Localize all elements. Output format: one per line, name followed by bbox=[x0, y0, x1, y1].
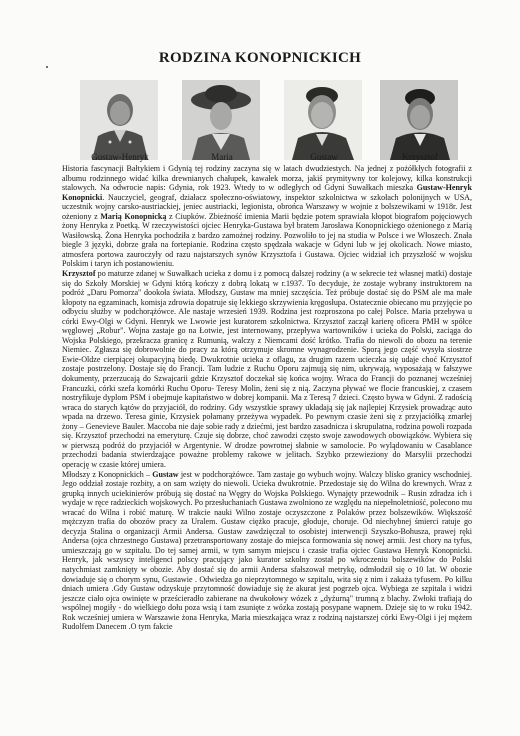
paragraph-krzysztof bbox=[62, 269, 472, 469]
text-run: Historia fascynacji Bałtykiem i Gdynią tej rodziny zaczyna się w latach dwudziestych. Na jednej z pożółkłych fotografii z albumu rodzinnego widać kilka drewnianych chałupek, kawałek morza, jakiś prymitywny tor kolejowy, kilka konstrukcji stalowych. Na odwrocie napis: Gdynia, rok 1923. Wtedy to w odległych od Gdyni Suwałkach mieszka bbox=[62, 164, 472, 193]
text-run: jest w podchorążówce. Tam zastaje go wybuch wojny. Walczy blisko granicy wschodniej. Jego oddział zostaje rozbity, a on sam wzięty do niewoli. Ucieka dwukrotnie. Przedostaje się do Wilna do krewnych. Wraz z grupką innych uciekinierów próbują się dostać na Węgry do Wojska Polskiego. Wynajęty przewodnik – Rusin zdradza ich i wydaje w ręce radzieckich wojskowych. Po przesłuchaniach Gustawa zwolniono ze względu na niepełnoletniość, polecono mu wracać do Wilna i robić maturę. W trakcie nauki Wilno zostaje oczyszczone z Polaków przez bolszewików. Większość mężczyzn trafia do obozów pracy za Uralem. Gustaw ciężko pracuje, głoduje, choruje. Od niechybnej śmierci ratuje go decyzja Stalina o organizacji Armii Andersa. Gustaw zawdzięczał to osobistej interwencji Szyszko-Bohusza, prawej ręki Andersa (ojca chrzestnego Gustawa) przetransportowany zostaje do miejsca formowania się nowej armii. Jest chory na tyfus, umieszczają go w szpitalu. Do tej samej armii, w tym samym miejscu i czasie trafia ojciec Gustawa Henryk Konopnicki. Henryk, jak wszyscy inteligenci polscy pracujący jako kurator szkolny został po wkroczeniu bolszewików do Polski natychmiast zamknięty w obozie. Aby dostać się do armii Andersa sfałszował metrykę, odmłodził się o 10 lat. W obozie dowiaduje się o chorym synu, Gustawie . Odwiedza go nieprzytomnego w szpitalu, wita się z nim i zakaża tyfusem. Po kilku dniach umiera .Gdy Gustaw odzyskuje przytomność dowiaduje się że akurat jest pogrzeb ojca. Wybiega ze szpitala i widzi jeszcze ciało ojca owinięte w prześcieradło zabierane na dwukołowy wózek z „dyżurną" trumną z blachy. Zwłoki trafiają do wspólnej mogiły - do wielkiego dołu poza wsią i tam zsunięte z wózka zostają posypane wapnem. Dzieje się to w roku 1942. Rok wcześniej umiera w Warszawie żona Henryka, Maria mieszkająca wraz z rodziną najstarszej córki Ewy-Olgi i jej mężem Rudolfem Danecem .O tym fakcie bbox=[62, 469, 472, 632]
bold-name-gustaw-henryk: Gustaw-Henryk Konopnicki bbox=[62, 183, 472, 202]
portrait-photo-uniform-icon bbox=[80, 80, 158, 160]
paragraph-intro bbox=[62, 164, 472, 269]
text-run: po maturze zdanej w Suwałkach ucieka z domu i z pomocą dalszej rodziny (a w sekrecie też własnej matki) dostaje się do Szkoły Morskiej w Gdyni którą kończy z dobrą lokatą w r.1937. To decyduje, że zostaje wybrany instruktorem na podróż „Daru Pomorza" dookoła świata. Młodszy, Gustaw ma mniej szczęścia. Też próbuje dostać się do PSM ale ma małe kłopoty na egzaminach, komisja zdrowia dopatruje się lekkiego skrzywienia kręgosłupa. Ostatecznie obiecano mu przyjęcie po odbyciu służby w podchorążówce. Ale nastaje wrzesień 1939. Rodzina jest rozproszona po całej Polsce. Maria przebywa u córki Ewy-Olgi w Gdyni. Henryk we Lwowie jest kuratorem szkolnictwa. Krzysztof zaczął karierę oficera PMH w spółce węglowej „Robur". Wojna zastaje go na Łotwie, jest internowany, przepływa wartowników i ucieka do Polski, zaciąga do Wojska Polskiego, przekracza granicę z Rumunią, walczy z Niemcami dość krótko. Trafia do niewoli do obozu na terenie Niemiec. Zgłasza się dobrowolnie do pracy za którą otrzymuje skromne wynagrodzenie. Sporą jego część wysyła siostrze Ewie-Oldze cierpiącej okupacyjną biedę. Dwukrotnie ucieka z oflagu, za drugim razem ucieczka się udaje choć Krzysztof zostaje postrzelony. Dostaje się do Francji. Tam ludzie z Ruchu Oporu zajmują się nim, ukrywają, wyposażają w fałszywe dokumenty, przerzucają do Szwajcarii gdzie Krzysztof doczekał się końca wojny. Wraca do Francji do poznanej wcześniej Francuzki, córki szefa komórki Ruchu Oporu- Teresy Molin, żeni się z nią. Zaczyna pływać we flocie francuskiej, z czasem nostryfikuje dyplom PSM i obejmuje kapitaństwo w dobrej kompanii. Ma z Teresą 7 dzieci. Często bywa w Gdyni. Z radością wraca do starych kątów do przyjaciół, do rodziny. Gdy wszystkie sprawy układają się jak najlepiej Krzysiek prowadząc auto wpada na drzewo. Teresa ginie, Krzysiek połamany przeżywa wypadek. Po pewnym czasie żeni się z przyjaciółką zmarłej żony – Genevieve Bauler. Maccoba nie daje sobie rady z dziećmi, jest bardzo zasadnicza i skrupulatna, rodzina powoli rozpada się. Krzysztof przechodzi na emeryturę. Czuje się dobrze, choć zawodzi często swoje zawodowych obowiązków. Wybiera się w pierwszą podróż do przyjaciół w Argentynie. W drodze powrotnej słabnie w samolocie. Po wylądowaniu w Casablance przechodzi badania stwierdzające poważne problemy rakowe w jelitach. Szybko przewieziony do Marsylii przechodzi operację w czasie której umiera. bbox=[62, 269, 473, 469]
photo-maria bbox=[182, 80, 260, 160]
photo-gustaw bbox=[284, 80, 362, 160]
paragraph-gustaw bbox=[62, 470, 472, 632]
caption-krzysztof: Krzysztof bbox=[402, 152, 438, 162]
page-title: RODZINA KONOPNICKICH bbox=[158, 50, 362, 66]
caption-gustaw: Gustaw bbox=[310, 152, 338, 162]
portrait-photo-woman-hat-icon bbox=[182, 80, 260, 160]
photo-gustaw-henryk bbox=[80, 80, 158, 160]
scan-speck bbox=[46, 66, 48, 68]
text-run: Młodszy z Konopnickich – bbox=[62, 469, 153, 479]
text-run: z Ciupków. Zbieżność imienia Marii będzie potem sprawiała kłopot biografom pojęciowych żony Henryka z Poetką. W rzeczywistości ojciec Henryka-Gustawa był bratem Jarosława Konopnickiego ożenionego z Marią Wasiłowską. Żona Henryka pochodziła z bardzo zamożnej rodziny. Pozwoliło to jej na studia w Polsce i we Włoszech. Znała biegle 3 języki, dobrze grała na fortepianie. Rodzina często spędzała wakacje w Gdyni lub w jej okolicach. Nowe miasto, atmosfera portowa zauroczyły od razu najstarszych synów Krzysztofa i Gustawa. Ojciec widział ich przyszłość w wojsku Polskim i taryn ich postanowieniu. bbox=[62, 211, 473, 269]
portrait-photo-man-icon bbox=[284, 80, 362, 160]
caption-gustaw-henryk: Gustaw-Henryk bbox=[91, 152, 149, 162]
bold-name-maria: Marią Konopnicką bbox=[100, 211, 167, 221]
bold-name-gustaw: Gustaw bbox=[152, 469, 179, 479]
caption-maria: Maria bbox=[211, 152, 233, 162]
article-body bbox=[62, 164, 472, 632]
text-run: . Nauczyciel, geograf, działacz społeczno-oświatowy, inspektor szkolnictwa w szkołach polonijnych w USA, uczestnik wojny carsko-austriackiej, jeniec austriacki, legionista, obrońca Warszawy w wojnie z bolszewikami w 1918r. Jest ożeniony z bbox=[62, 192, 472, 221]
photo-krzysztof bbox=[380, 80, 458, 160]
bold-name-krzysztof: Krzysztof bbox=[62, 269, 96, 279]
portrait-photo-young-man-icon bbox=[380, 80, 458, 160]
